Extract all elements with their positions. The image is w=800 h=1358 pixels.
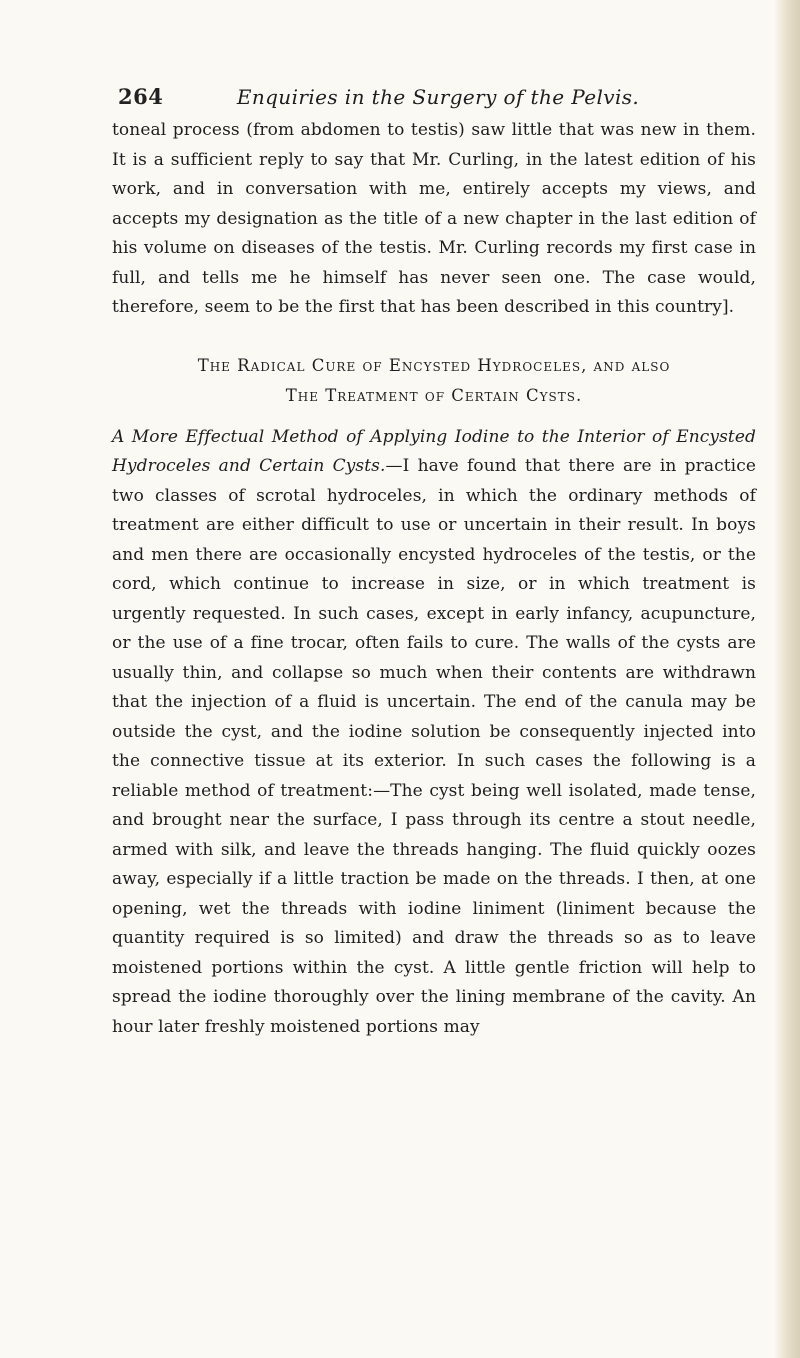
section-heading [112,351,756,411]
text-block [112,116,756,1042]
paragraph-subheading: A More Effectual Method of Applying Iodine to the Interior of Encysted Hydroceles and Certain Cysts. [112,426,756,476]
page-edge-shadow [774,0,800,1358]
section-heading-line-1: The Radical Cure of Encysted Hydroceles, and also [197,355,671,375]
section-heading-line-2: The Treatment of Certain Cysts. [285,385,583,405]
paragraph-method-text: —I have found that there are in practice two classes of scrotal hydroceles, in which the ordinary methods of treatment are either difficult to use or uncertain in their result. In boys and men there are occasionally encysted hydroceles of the testis, or the cord, which continue to increase in size, or in which treatment is urgently requested. In such cases, except in early infancy, acupuncture, or the use of a fine trocar, often fails to cure. The walls of the cysts are usually thin, and collapse so much when their contents are withdrawn that the injection of a fluid is uncertain. The end of the canula may be outside the cyst, and the iodine solution be consequently injected into the connective tissue at its exterior. In such cases the following is a reliable method of treatment:—The cyst being well isolated, made tense, and brought near the surface, I pass through its centre a stout needle, armed with silk, and leave the threads hanging. The fluid quickly oozes away, especially if a little traction be made on the threads. I then, at one opening, wet the threads with iodine liniment (liniment because the quantity required is so limited) and draw the threads so as to leave moistened portions within the cyst. A little gentle friction will help to spread the iodine thoroughly over the lining membrane of the cavity. An hour later freshly moistened portions may [112,456,756,1037]
page-number: 264 [118,84,164,109]
paragraph-continuation: toneal process (from abdomen to testis) saw little that was new in them. It is a sufficient reply to say that Mr. Curling, in the latest edition of his work, and in conversation with me, entirely accepts my views, and accepts my designation as the title of a new chapter in the last edition of his volume on diseases of the testis. Mr. Curling records my first case in full, and tells me he himself has never seen one. The case would, therefore, seem to be the first that has been described in this country]. [112,120,756,317]
running-head: Enquiries in the Surgery of the Pelvis. [236,85,640,109]
paragraph-method [112,423,756,1043]
